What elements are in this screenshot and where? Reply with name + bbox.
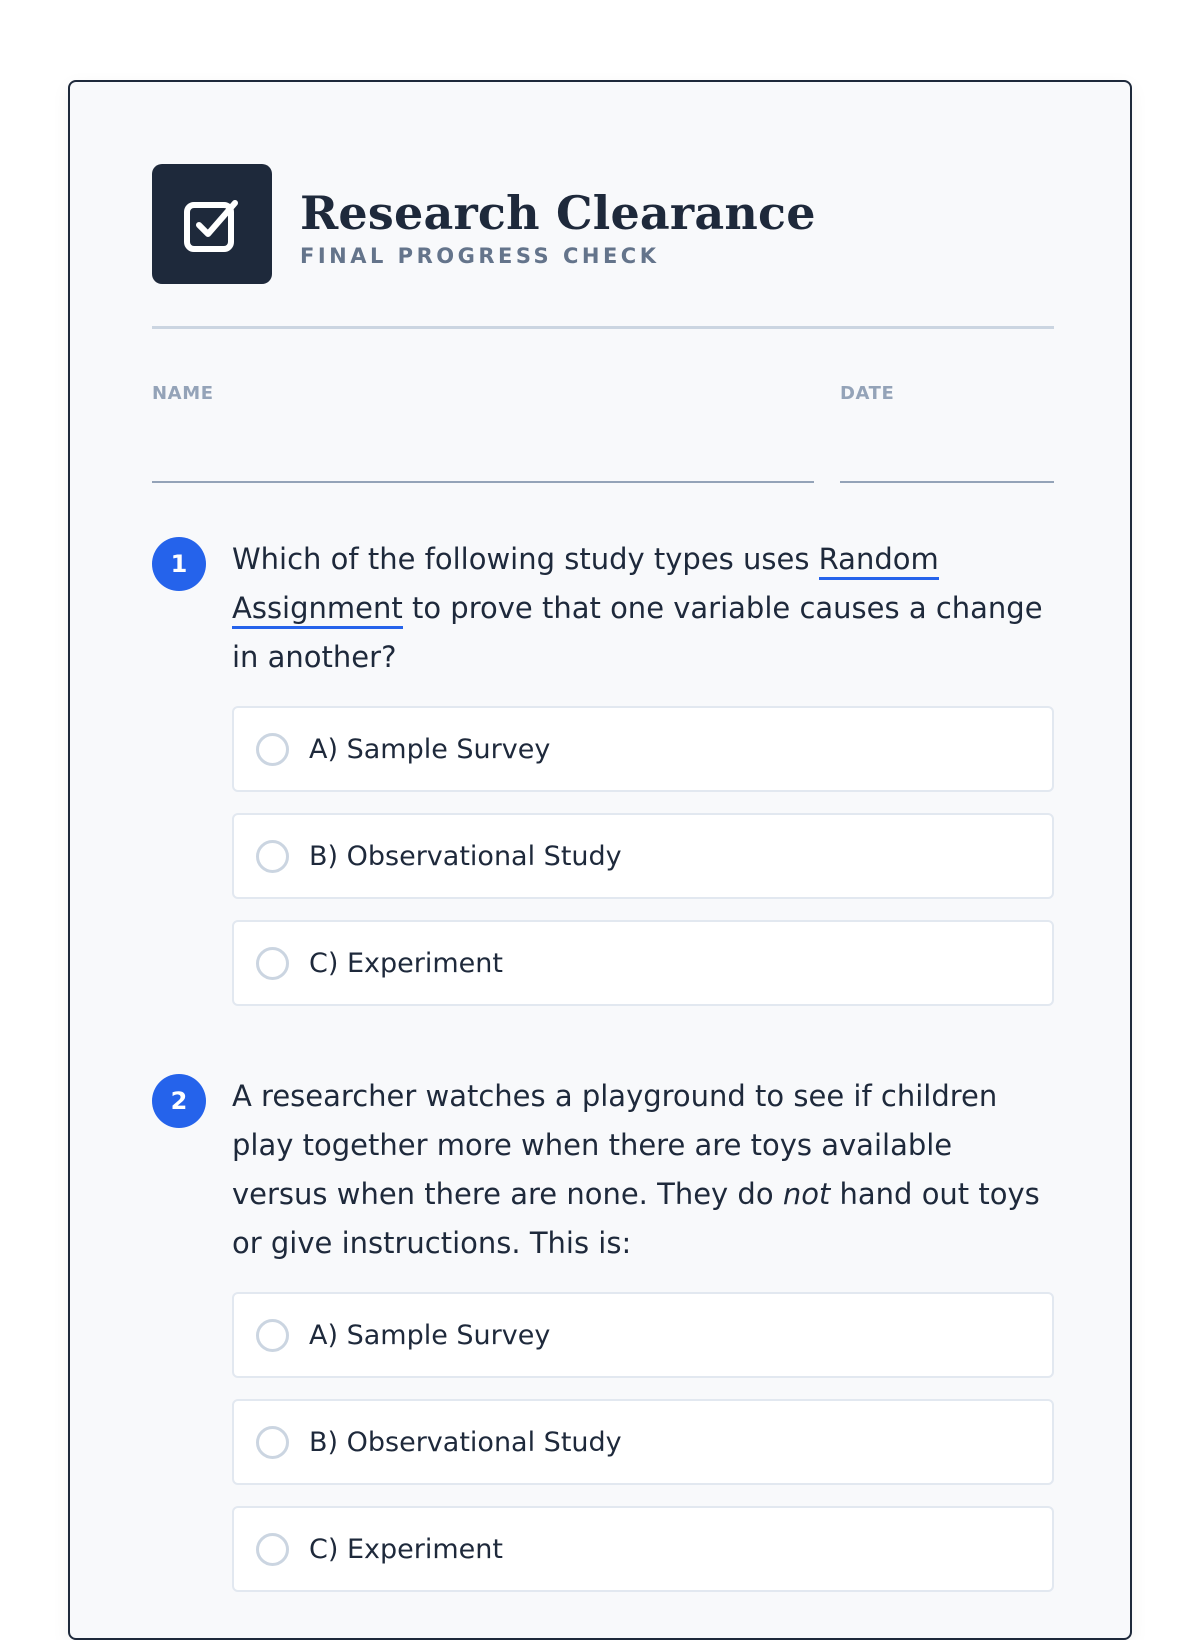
question-text-part: A researcher watches a playground to see if children play together more when there are toys available versus when there are none. They do [232, 1079, 998, 1211]
radio-button[interactable] [256, 947, 289, 980]
quiz-card [68, 80, 1132, 1640]
question-text-part: to prove that one variable causes a change in another? [232, 591, 1043, 674]
answer-option-c[interactable] [232, 920, 1054, 1006]
header-divider [152, 326, 1054, 329]
option-label: A) Sample Survey [309, 1319, 551, 1351]
question-number-badge: 2 [152, 1074, 206, 1128]
page-title: Research Clearance [300, 186, 816, 240]
radio-button[interactable] [256, 733, 289, 766]
option-label: C) Experiment [309, 1533, 503, 1565]
question-2 [152, 1072, 1054, 1592]
name-field[interactable] [152, 383, 814, 483]
header-titles [300, 180, 816, 268]
date-label: DATE [840, 383, 895, 404]
header [152, 164, 1054, 284]
answer-option-a[interactable] [232, 706, 1054, 792]
question-text-part: hand out toys or give instructions. This is: [232, 1177, 1040, 1260]
option-label: B) Observational Study [309, 1426, 622, 1458]
radio-button[interactable] [256, 1426, 289, 1459]
radio-button[interactable] [256, 1533, 289, 1566]
student-fields [152, 383, 1054, 483]
answer-option-b[interactable] [232, 1399, 1054, 1485]
date-line[interactable] [840, 481, 1054, 483]
page-subtitle: FINAL PROGRESS CHECK [300, 244, 660, 268]
name-label: NAME [152, 383, 214, 404]
name-line[interactable] [152, 481, 814, 483]
question-text-part: Which of the following study types uses [232, 542, 819, 576]
emphasized-word: not [782, 1177, 831, 1211]
question-1 [152, 535, 1054, 1006]
answer-options [232, 1292, 1054, 1592]
option-label: B) Observational Study [309, 840, 622, 872]
option-label: A) Sample Survey [309, 733, 551, 765]
option-label: C) Experiment [309, 947, 503, 979]
radio-button[interactable] [256, 840, 289, 873]
answer-option-c[interactable] [232, 1506, 1054, 1592]
card-content [152, 164, 1054, 1613]
key-term: Random Assignment [232, 542, 939, 629]
answer-option-a[interactable] [232, 1292, 1054, 1378]
checkbox-icon [152, 164, 272, 284]
answer-option-b[interactable] [232, 813, 1054, 899]
radio-button[interactable] [256, 1319, 289, 1352]
question-text [232, 1072, 1054, 1268]
answer-options [232, 706, 1054, 1006]
date-field[interactable] [840, 383, 1054, 483]
question-number-badge: 1 [152, 537, 206, 591]
question-text [232, 535, 1054, 682]
